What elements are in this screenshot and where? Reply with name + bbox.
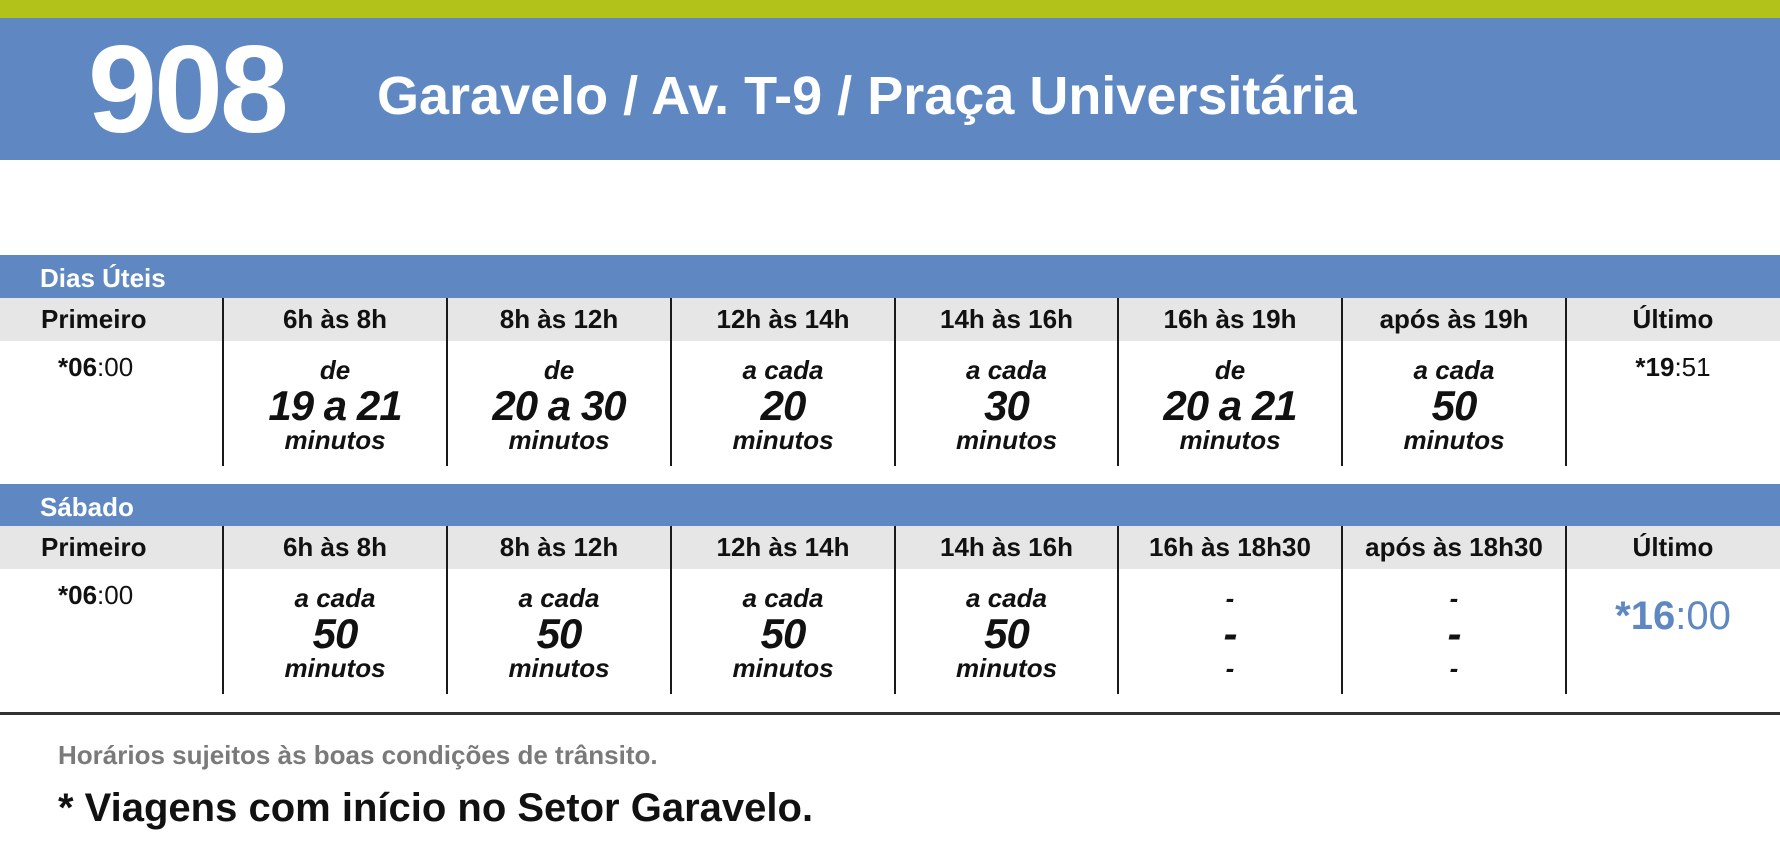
column-header-period: 8h às 12h <box>499 304 619 334</box>
time-hour: 06 <box>68 352 98 382</box>
weekday-interval-cell <box>1118 354 1342 454</box>
column-header-period: 14h às 16h <box>940 304 1073 334</box>
column-header-period: 12h às 14h <box>716 532 850 562</box>
interval-line1: de <box>1214 355 1246 385</box>
time-minutes: :00 <box>97 580 134 610</box>
interval-value: 50 <box>984 610 1029 657</box>
interval-unit: minutos <box>732 653 834 683</box>
interval-value: - <box>1447 610 1461 657</box>
column-header-period: 16h às 18h30 <box>1149 532 1311 562</box>
interval-value: 50 <box>312 610 358 657</box>
interval-line1: - <box>1225 583 1235 613</box>
column-header-last: Último <box>1632 304 1714 334</box>
interval-unit: minutos <box>1403 425 1505 455</box>
interval-value: 20 a 21 <box>1163 382 1297 429</box>
interval-unit: minutos <box>284 425 386 455</box>
column-header-period: 6h às 8h <box>282 532 388 562</box>
weekday-column-headers <box>0 298 1780 341</box>
time-hour: 19 <box>1645 352 1675 382</box>
time-hour: 06 <box>68 580 98 610</box>
saturday-last-departure <box>1566 594 1780 639</box>
interval-value: 50 <box>1431 382 1477 429</box>
column-header-period: 12h às 14h <box>716 304 850 334</box>
route-number: 908 <box>88 21 286 159</box>
interval-unit: minutos <box>508 425 610 455</box>
time-prefix: * <box>58 580 69 610</box>
saturday-first-departure <box>58 580 133 611</box>
column-header-period: 6h às 8h <box>282 304 388 334</box>
time-minutes: :51 <box>1674 352 1711 382</box>
weekday-interval-cell <box>1342 354 1566 454</box>
interval-line1: - <box>1449 583 1459 613</box>
weekday-interval-cell <box>671 354 895 454</box>
saturday-section-title: Sábado <box>40 492 134 522</box>
asterisk-footnote: * Viagens com início no Setor Garavelo. <box>58 786 814 830</box>
interval-line1: de <box>319 355 351 385</box>
weekday-interval-cell <box>447 354 671 454</box>
saturday-interval-cell <box>1118 582 1342 682</box>
weekday-last-departure <box>1566 352 1780 383</box>
weekday-section-title: Dias Úteis <box>40 263 166 293</box>
saturday-interval-cell <box>447 582 671 682</box>
interval-value: 19 a 21 <box>268 382 402 429</box>
interval-value: 30 <box>984 382 1029 429</box>
interval-line1: a cada <box>742 583 824 613</box>
saturday-interval-cell <box>1342 582 1566 682</box>
column-header-period: 8h às 12h <box>499 532 619 562</box>
saturday-interval-cell <box>895 582 1118 682</box>
column-header-period: 16h às 19h <box>1163 304 1297 334</box>
time-prefix: * <box>1635 352 1646 382</box>
column-header-period: após às 18h30 <box>1365 532 1543 562</box>
weekday-interval-cell <box>223 354 447 454</box>
interval-unit: minutos <box>284 653 386 683</box>
column-header-period: após às 19h <box>1379 304 1529 334</box>
weekday-section-header <box>0 255 1780 298</box>
interval-value: 20 <box>760 382 806 429</box>
column-header-period: 14h às 16h <box>940 532 1073 562</box>
time-minutes: :00 <box>1675 594 1731 638</box>
interval-unit: minutos <box>508 653 610 683</box>
route-name: Garavelo / Av. T-9 / Praça Universitária <box>377 66 1357 126</box>
interval-unit: - <box>1449 653 1459 683</box>
saturday-column-headers <box>0 526 1780 569</box>
interval-line1: a cada <box>966 583 1047 613</box>
time-prefix: * <box>58 352 69 382</box>
traffic-note: Horários sujeitos às boas condições de trânsito. <box>58 740 658 770</box>
interval-unit: minutos <box>955 653 1058 683</box>
column-header-last: Último <box>1632 532 1714 562</box>
interval-value: 20 a 30 <box>492 382 626 429</box>
weekday-first-departure <box>58 352 133 383</box>
route-header <box>0 18 1780 160</box>
saturday-interval-cell <box>671 582 895 682</box>
interval-value: - <box>1223 610 1237 657</box>
saturday-section-header <box>0 484 1780 527</box>
interval-line1: a cada <box>294 583 376 613</box>
interval-unit: minutos <box>732 425 834 455</box>
interval-line1: de <box>543 355 575 385</box>
interval-unit: minutos <box>1179 425 1281 455</box>
interval-line1: a cada <box>966 355 1047 385</box>
time-prefix: * <box>1615 594 1631 638</box>
time-minutes: :00 <box>97 352 134 382</box>
top-accent-stripe <box>0 0 1780 18</box>
column-header-first: Primeiro <box>41 304 147 334</box>
interval-unit: - <box>1225 653 1235 683</box>
column-header-first: Primeiro <box>41 532 147 562</box>
interval-line1: a cada <box>518 583 600 613</box>
interval-value: 50 <box>760 610 806 657</box>
interval-line1: a cada <box>742 355 824 385</box>
interval-value: 50 <box>536 610 582 657</box>
saturday-interval-cell <box>223 582 447 682</box>
bottom-rule <box>0 712 1780 715</box>
interval-line1: a cada <box>1413 355 1495 385</box>
weekday-interval-cell <box>895 354 1118 454</box>
time-hour: 16 <box>1630 594 1676 638</box>
interval-unit: minutos <box>955 425 1058 455</box>
